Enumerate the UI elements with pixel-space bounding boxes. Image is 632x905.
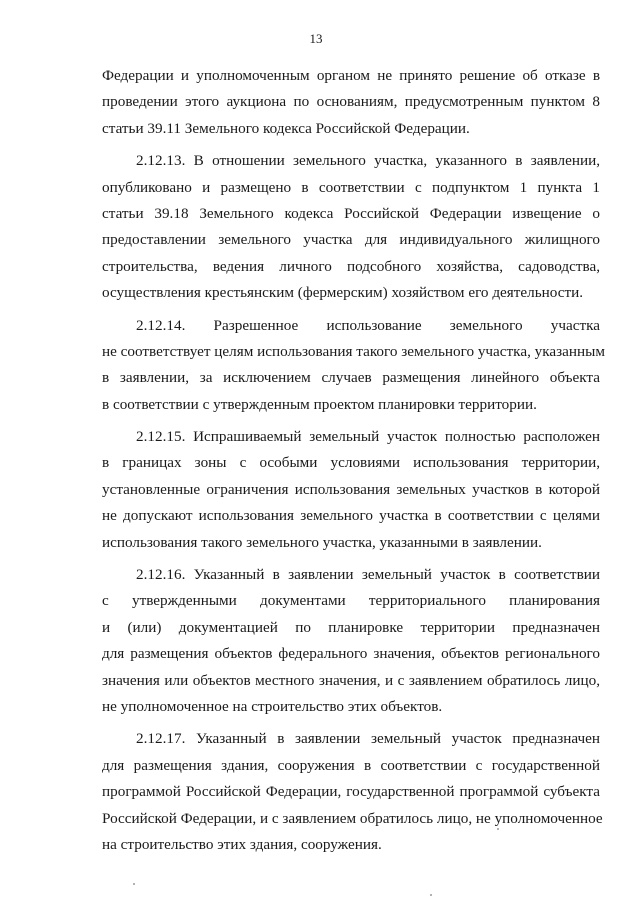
text-line: в границах зоны с особыми условиями использования территории, bbox=[102, 454, 600, 472]
scan-speck bbox=[497, 828, 499, 830]
paragraph-2-12-14 bbox=[102, 313, 605, 419]
text-line: опубликовано и размещено в соответствии с подпунктом 1 пункта 1 bbox=[102, 178, 600, 196]
page-number: 13 bbox=[309, 31, 323, 46]
text-line: не допускают использования земельного участка в соответствии с целями bbox=[102, 507, 600, 525]
text-line: строительства, ведения личного подсобного хозяйства, садоводства, bbox=[102, 257, 600, 275]
text-line: в заявлении, за исключением случаев размещения линейного объекта bbox=[102, 369, 600, 387]
paragraph-2-12-16 bbox=[102, 562, 600, 720]
paragraph-2-12-15 bbox=[102, 424, 600, 556]
text-line: проведении этого аукциона по основаниям, предусмотренным пунктом 8 bbox=[102, 93, 600, 111]
text-line: не уполномоченное на строительство этих объектов. bbox=[102, 697, 443, 715]
text-line: с утвержденными документами территориального планирования bbox=[102, 592, 600, 610]
paragraph-2-12-17 bbox=[102, 726, 603, 858]
scan-speck bbox=[133, 883, 135, 885]
text-line: статьи 39.11 Земельного кодекса Российской Федерации. bbox=[102, 119, 470, 137]
text-line: установленные ограничения использования земельных участков в которой bbox=[102, 480, 600, 498]
text-line: использования такого земельного участка, указанными в заявлении. bbox=[102, 533, 542, 551]
text-line: и (или) документацией по планировке территории предназначен bbox=[102, 618, 600, 636]
scan-speck bbox=[430, 894, 432, 896]
text-line: в соответствии с утвержденным проектом планировки территории. bbox=[102, 395, 537, 413]
text-line: для размещения здания, сооружения в соответствии с государственной bbox=[102, 756, 600, 774]
text-line: программой Российской Федерации, государственной программой субъекта bbox=[102, 783, 600, 801]
text-line: статьи 39.18 Земельного кодекса Российской Федерации извещение о bbox=[102, 204, 600, 222]
paragraph-2-12-13 bbox=[102, 148, 600, 306]
text-line: для размещения объектов федерального значения, объектов регионального bbox=[102, 645, 600, 663]
text-line: 2.12.14. Разрешенное использование земельного участка bbox=[136, 316, 600, 334]
text-line: 2.12.15. Испрашиваемый земельный участок полностью расположен bbox=[136, 428, 600, 446]
text-line: 2.12.13. В отношении земельного участка, указанного в заявлении, bbox=[136, 152, 600, 170]
text-line: значения или объектов местного значения, и с заявлением обратилось лицо, bbox=[102, 671, 600, 689]
text-line: на строительство этих здания, сооружения. bbox=[102, 835, 382, 853]
paragraph-continuation bbox=[102, 63, 600, 142]
text-line: 2.12.17. Указанный в заявлении земельный участок предназначен bbox=[136, 730, 600, 748]
text-line: осуществления крестьянским (фермерским) хозяйством его деятельности. bbox=[102, 284, 584, 302]
text-line: 2.12.16. Указанный в заявлении земельный участок в соответствии bbox=[136, 566, 600, 584]
text-line: предоставлении земельного участка для индивидуального жилищного bbox=[102, 231, 600, 249]
text-line: не соответствует целям использования такого земельного участка, указанным bbox=[102, 342, 605, 360]
document-body bbox=[102, 63, 605, 858]
text-line: Российской Федерации, и с заявлением обратилось лицо, не уполномоченное bbox=[102, 809, 603, 827]
text-line: Федерации и уполномоченным органом не принято решение об отказе в bbox=[102, 67, 600, 84]
